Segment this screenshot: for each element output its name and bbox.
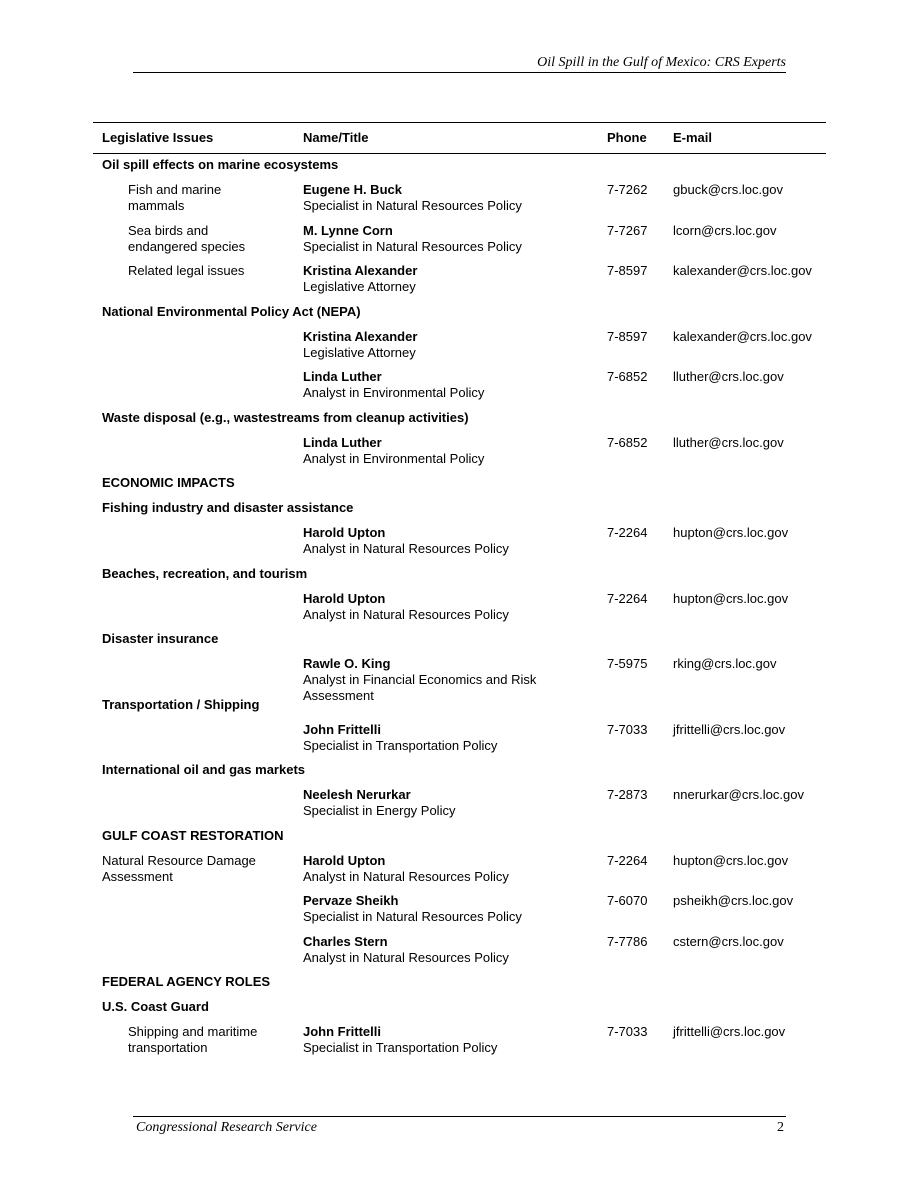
section-heading-row (0, 156, 920, 181)
section-heading-row (0, 499, 920, 524)
column-header-email: E-mail (673, 130, 713, 145)
section-heading: Waste disposal (e.g., wastestreams from cleanup activities) (102, 409, 469, 425)
expert-phone: 7-6070 (607, 893, 648, 908)
table-header-rule (93, 153, 826, 154)
expert-name: Harold Upton (303, 852, 386, 868)
expert-title: Specialist in Transportation Policy (303, 737, 498, 753)
expert-name: John Frittelli (303, 721, 381, 737)
expert-email: jfrittelli@crs.loc.gov (673, 1024, 786, 1039)
expert-phone: 7-7262 (607, 182, 648, 197)
expert-email: kalexander@crs.loc.gov (673, 263, 812, 278)
expert-email: lcorn@crs.loc.gov (673, 222, 777, 238)
expert-name-title (303, 223, 603, 255)
expert-email: hupton@crs.loc.gov (673, 525, 789, 540)
expert-phone: 7-2873 (607, 787, 648, 802)
expert-name-title (303, 934, 603, 966)
expert-name: Linda Luther (303, 369, 382, 384)
expert-phone: 7-7033 (607, 1024, 648, 1039)
expert-name-title (303, 525, 603, 557)
expert-row (0, 590, 920, 631)
section-heading: GULF COAST RESTORATION (102, 827, 284, 843)
expert-row (0, 933, 920, 974)
experts-table-body (0, 156, 920, 1064)
expert-name-title (303, 787, 603, 819)
expert-row (0, 524, 920, 565)
expert-row (0, 655, 920, 703)
expert-name: Kristina Alexander (303, 263, 418, 278)
expert-phone: 7-7786 (607, 933, 648, 949)
expert-name-title (303, 369, 603, 401)
expert-name-title (303, 435, 603, 467)
expert-name-title (303, 722, 603, 754)
issue-topic: Natural Resource Damage Assessment (102, 852, 256, 884)
expert-name: Eugene H. Buck (303, 182, 402, 197)
section-heading-row (0, 761, 920, 786)
expert-name: Rawle O. King (303, 656, 391, 671)
expert-title: Specialist in Natural Resources Policy (303, 198, 522, 213)
expert-row (0, 328, 920, 369)
expert-title: Analyst in Natural Resources Policy (303, 541, 509, 556)
expert-email: gbuck@crs.loc.gov (673, 182, 784, 197)
expert-title: Specialist in Natural Resources Policy (303, 238, 522, 254)
expert-email: rking@crs.loc.gov (673, 656, 777, 671)
section-heading: Beaches, recreation, and tourism (102, 565, 308, 581)
expert-title: Analyst in Environmental Policy (303, 450, 485, 466)
expert-row (0, 721, 920, 762)
section-heading-row (0, 827, 920, 852)
expert-title: Specialist in Energy Policy (303, 803, 456, 818)
issue-topic: Shipping and maritime transportation (128, 1024, 258, 1055)
page-number: 2 (777, 1120, 784, 1135)
expert-name: Linda Luther (303, 434, 382, 450)
issue-topic: Fish and marine mammals (128, 182, 222, 213)
column-header-issues: Legislative Issues (102, 130, 214, 145)
column-header-phone: Phone (607, 130, 647, 145)
expert-name-title (303, 263, 603, 295)
footer-publisher: Congressional Research Service (136, 1120, 317, 1135)
table-top-rule (93, 122, 826, 123)
expert-email: jfrittelli@crs.loc.gov (673, 721, 786, 737)
expert-phone: 7-8597 (607, 328, 648, 344)
expert-row (0, 368, 920, 409)
expert-title: Specialist in Natural Resources Policy (303, 909, 522, 924)
section-heading-row (0, 998, 920, 1023)
expert-name: Pervaze Sheikh (303, 893, 399, 908)
section-heading-row (0, 303, 920, 328)
section-heading-row (0, 409, 920, 434)
expert-email: lluther@crs.loc.gov (673, 369, 784, 384)
expert-phone: 7-5975 (607, 656, 648, 671)
expert-name: Harold Upton (303, 590, 386, 606)
section-heading-row (0, 474, 920, 499)
expert-row (0, 434, 920, 475)
expert-row (0, 181, 920, 222)
expert-name-title (303, 893, 603, 925)
section-heading: Transportation / Shipping (102, 696, 260, 712)
expert-phone: 7-2264 (607, 525, 648, 540)
expert-title: Analyst in Natural Resources Policy (303, 606, 509, 622)
expert-name-title (303, 329, 603, 361)
expert-name: John Frittelli (303, 1024, 381, 1039)
expert-phone: 7-7267 (607, 222, 648, 238)
section-heading-row (0, 696, 920, 721)
expert-row (0, 852, 920, 893)
expert-name: Charles Stern (303, 933, 388, 949)
expert-name: M. Lynne Corn (303, 222, 393, 238)
section-heading: International oil and gas markets (102, 762, 305, 777)
issue-topic: Related legal issues (128, 263, 245, 278)
expert-email: hupton@crs.loc.gov (673, 590, 789, 606)
expert-phone: 7-8597 (607, 263, 648, 278)
expert-title: Analyst in Environmental Policy (303, 385, 485, 400)
section-heading: Oil spill effects on marine ecosystems (102, 157, 339, 172)
expert-email: cstern@crs.loc.gov (673, 933, 784, 949)
expert-email: psheikh@crs.loc.gov (673, 893, 794, 908)
section-heading: Disaster insurance (102, 631, 219, 646)
expert-name: Kristina Alexander (303, 328, 418, 344)
expert-row (0, 892, 920, 933)
section-heading: U.S. Coast Guard (102, 999, 209, 1014)
section-heading: ECONOMIC IMPACTS (102, 475, 235, 490)
expert-title: Analyst in Natural Resources Policy (303, 868, 509, 884)
expert-title: Analyst in Natural Resources Policy (303, 949, 509, 965)
section-heading: FEDERAL AGENCY ROLES (102, 974, 271, 989)
expert-phone: 7-6852 (607, 434, 648, 450)
expert-name-title (303, 853, 603, 885)
expert-row (0, 222, 920, 263)
expert-name-title (303, 1024, 603, 1056)
expert-phone: 7-2264 (607, 852, 648, 868)
expert-row (0, 786, 920, 827)
expert-phone: 7-6852 (607, 369, 648, 384)
expert-title: Specialist in Transportation Policy (303, 1040, 498, 1055)
running-head-title: Oil Spill in the Gulf of Mexico: CRS Experts (537, 55, 786, 70)
expert-name: Neelesh Nerurkar (303, 787, 411, 802)
issue-topic: Sea birds and endangered species (128, 222, 246, 254)
expert-title: Legislative Attorney (303, 344, 416, 360)
expert-row (0, 262, 920, 303)
section-heading-row (0, 630, 920, 655)
expert-email: nnerurkar@crs.loc.gov (673, 787, 804, 802)
expert-phone: 7-2264 (607, 590, 648, 606)
expert-email: lluther@crs.loc.gov (673, 434, 784, 450)
section-heading-row (0, 973, 920, 998)
expert-name-title (303, 182, 603, 214)
expert-phone: 7-7033 (607, 721, 648, 737)
column-header-name: Name/Title (303, 130, 369, 145)
section-heading: National Environmental Policy Act (NEPA) (102, 303, 361, 319)
expert-row (0, 1023, 920, 1064)
section-heading-row (0, 565, 920, 590)
section-heading: Fishing industry and disaster assistance (102, 500, 354, 515)
header-rule (133, 72, 786, 73)
expert-title: Analyst in Financial Economics and Risk Assessment (303, 672, 537, 703)
footer-rule (133, 1116, 786, 1117)
expert-email: kalexander@crs.loc.gov (673, 328, 812, 344)
expert-name-title (303, 591, 603, 623)
expert-title: Legislative Attorney (303, 279, 416, 294)
expert-name: Harold Upton (303, 525, 386, 540)
expert-email: hupton@crs.loc.gov (673, 852, 789, 868)
